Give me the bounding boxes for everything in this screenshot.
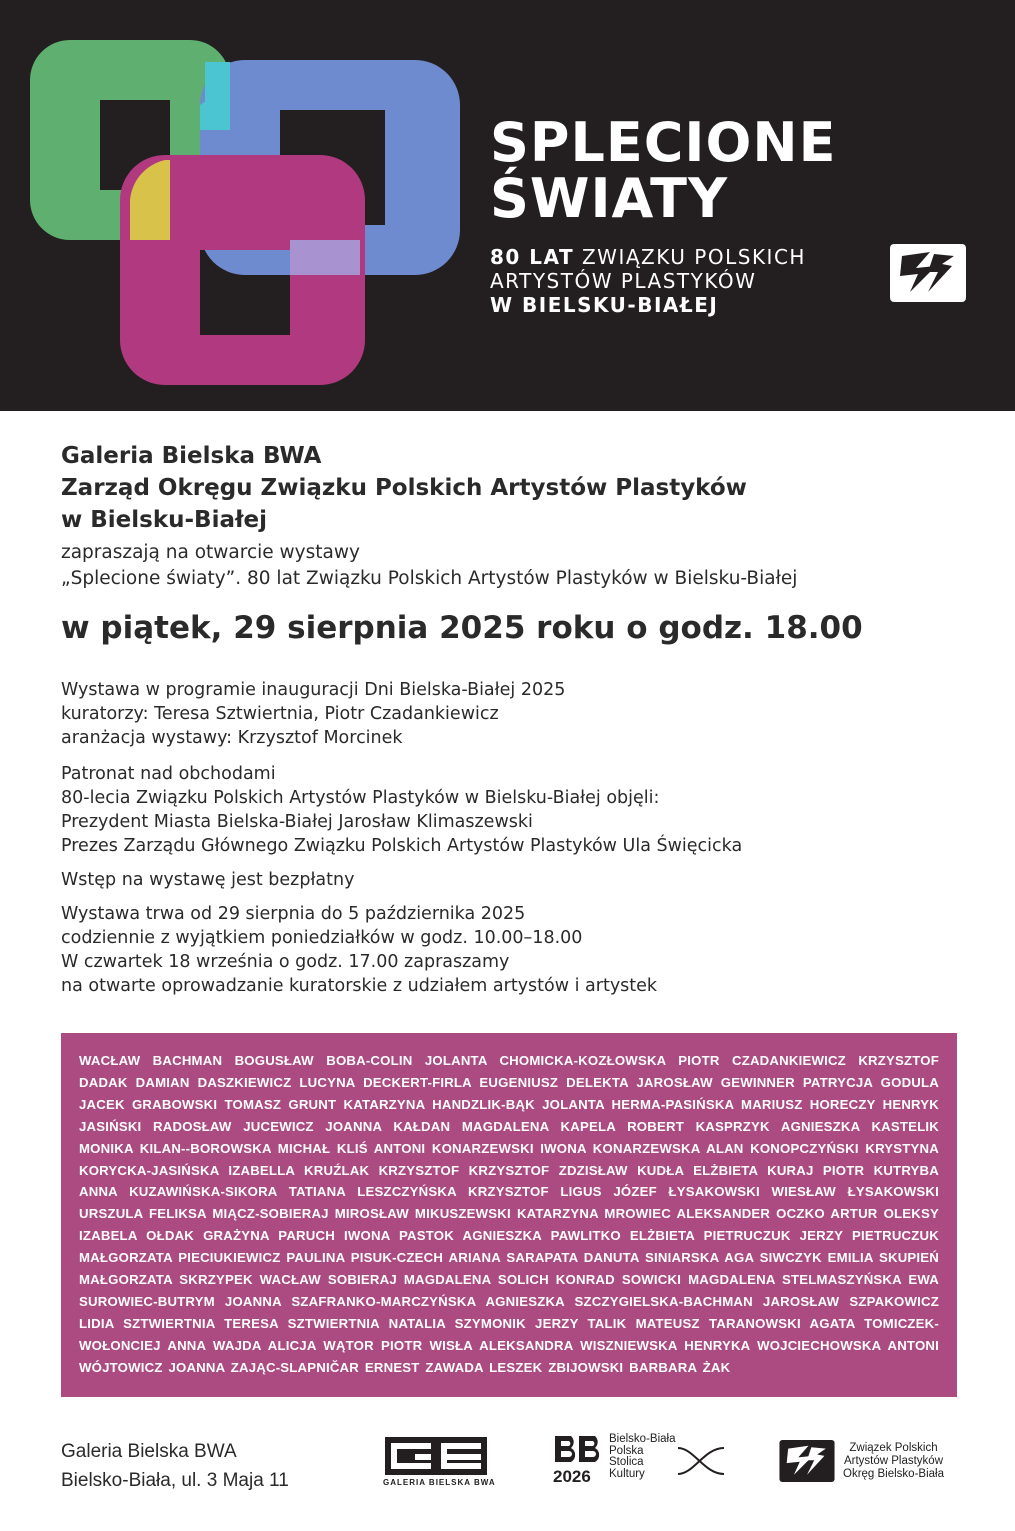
- zpap-line-3: Okręg Bielsko-Biała: [843, 1468, 944, 1480]
- title-line-2: ŚWIATY: [490, 167, 729, 230]
- bb-line-4: Kultury: [609, 1467, 645, 1480]
- invitation-line-1: zapraszają na otwarcie wystawy: [61, 542, 360, 563]
- bb-swoosh-icon: [676, 1440, 726, 1480]
- title-line-1: SPLECIONE: [490, 111, 837, 174]
- opening-date: w piątek, 29 sierpnia 2025 roku o godz. 18.00: [61, 610, 863, 646]
- subtitle: [490, 245, 836, 317]
- bb-year: 2026: [553, 1467, 591, 1486]
- zpap-logo-icon: [888, 242, 968, 304]
- organizer-line-2: Zarząd Okręgu Związku Polskich Artystów Plastyków: [61, 475, 747, 501]
- bb-line-2: Polska: [609, 1444, 644, 1457]
- patronage-line-1: Patronat nad obchodami: [61, 764, 276, 784]
- lavender-overlap: [290, 240, 360, 275]
- bb-2026-text: [609, 1434, 675, 1480]
- bb-line-1: Bielsko-Biała: [609, 1433, 676, 1445]
- duration-line-1: Wystawa trwa od 29 sierpnia do 5 października 2025: [61, 904, 526, 924]
- duration-info: [61, 902, 981, 998]
- duration-line-2: codziennie z wyjątkiem poniedziałków w godz. 10.00–18.00: [61, 928, 583, 948]
- invitation-content: [61, 440, 981, 998]
- program-info: [61, 678, 981, 750]
- patronage-line-2: 80-lecia Związku Polskich Artystów Plastyków w Bielsku-Białej objęli:: [61, 788, 660, 808]
- organizer-line-1: Galeria Bielska BWA: [61, 443, 322, 469]
- zpap-text: [843, 1442, 944, 1481]
- invitation-line-2: „Splecione światy”. 80 lat Związku Polskich Artystów Plastyków w Bielsku-Białej: [61, 568, 798, 589]
- address-line-1: Galeria Bielska BWA: [61, 1441, 237, 1462]
- subtitle-line-2: ARTYSTÓW PLASTYKÓW: [490, 269, 757, 293]
- admission-info: Wstęp na wystawę jest bezpłatny: [61, 870, 355, 890]
- duration-line-4: na otwarte oprowadzanie kuratorskie z udziałem artystów i artystek: [61, 976, 658, 996]
- program-line-2: kuratorzy: Teresa Sztwiertnia, Piotr Czadankiewicz: [61, 704, 499, 724]
- duration-line-3: W czwartek 18 września o godz. 17.00 zapraszamy: [61, 952, 510, 972]
- program-line-1: Wystawa w programie inauguracji Dni Bielska-Białej 2025: [61, 680, 566, 700]
- subtitle-bold: 80 LAT: [490, 245, 575, 269]
- artists-list: WACŁAW BACHMAN BOGUSŁAW BOBA-COLIN JOLANTA CHOMICKA-KOZŁOWSKA PIOTR CZADANKIEWICZ KRZYSZTOF DADAK DAMIAN DASZKIEWICZ LUCYNA DECKERT-FIRLA EUGENIUSZ DELEKTA JAROSŁAW GEWINNER PATRYCJA GODULA JACEK GRABOWSKI TOMASZ GRUNT KATARZYNA HANDZLIK-BĄK JOLANTA HERMA-PASIŃSKA MARIUSZ HORECZY HENRYK JASIŃSKI RADOSŁAW JUCEWICZ JOANNA KAŁDAN MAGDALENA KAPELA ROBERT KASPRZYK AGNIESZKA KASTELIK MONIKA KILAN--BOROWSKA MICHAŁ KLIŚ ANTONI KONARZEWSKI IWONA KONARZEWSKA ALAN KONOPCZYŃSKI KRYSTYNA KORYCKA-JASIŃSKA IZABELLA KRUŹLAK KRZYSZTOF KRZYSZTOF ZDZISŁAW KUDŁA ELŻBIETA KURAJ PIOTR KUTRYBA ANNA KUZAWIŃSKA-SIKORA TATIANA LESZCZYŃSKA KRZYSZTOF LIGUS JÓZEF ŁYSAKOWSKI WIESŁAW ŁYSAKOWSKI URSZULA FELIKSA MIĄCZ-SOBIERAJ MIROSŁAW MIKUSZEWSKI KATARZYNA MROWIEC ALEKSANDER OCZKO ARTUR OLEKSY IZABELA OŁDAK GRAŻYNA PARUCH IWONA PASTOK AGNIESZKA PAWLITKO ELŻBIETA PIETRUCZUK JERZY PIETRUCZUK MAŁGORZATA PIECIUKIEWICZ PAULINA PISUK-CZECH ARIANA SARAPATA DANUTA SINIARSKA AGA SIWCZYK EMILIA SKUPIEŃ MAŁGORZATA SKRZYPEK WACŁAW SOBIERAJ MAGDALENA SOLICH KONRAD SOWICKI MAGDALENA STELMASZYŃSKA EWA SUROWIEC-BUTRYM JOANNA SZAFRANKO-MARCZYŃSKA AGNIESZKA SZCZYGIELSKA-BACHMAN JAROSŁAW SZPAKOWICZ LIDIA SZTWIERTNIA TERESA SZTWIERTNIA NATALIA SZYMONIK JERZY TALIK MATEUSZ TARANOWSKI AGATA TOMICZEK-WOŁONCIEJ ANNA WAJDA ALICJA WĄTOR PIOTR WISŁA ALEKSANDRA WISZNIEWSKA HENRYKA WOJCIECHOWSKA ANTONI WÓJTOWICZ JOANNA ZAJĄC-SLAPNIČAR ERNEST ZAWADA LESZEK ZBIJOWSKI BARBARA ŻAK: [79, 1053, 939, 1375]
- organizer-line-3: w Bielsku-Białej: [61, 507, 268, 533]
- footer-address: [61, 1437, 289, 1495]
- patronage-line-3: Prezydent Miasta Bielska-Białej Jarosław Klimaszewski: [61, 812, 533, 832]
- bb-2026-logo-icon: [553, 1434, 605, 1486]
- cyan-overlap-area: [205, 62, 230, 130]
- subtitle-line-3: W BIELSKU-BIAŁEJ: [490, 293, 719, 317]
- organizers: [61, 440, 981, 536]
- zpap-line-1: Związek Polskich: [849, 1442, 938, 1454]
- artists-panel: [61, 1033, 957, 1397]
- patronage-line-4: Prezes Zarządu Głównego Związku Polskich Artystów Plastyków Ula Święcicka: [61, 836, 743, 856]
- zpap-small-logo-icon: [778, 1437, 836, 1485]
- invitation-text: [61, 540, 981, 592]
- bb-line-3: Stolica: [609, 1456, 644, 1468]
- program-line-3: aranżacja wystawy: Krzysztof Morcinek: [61, 728, 403, 748]
- patronage-info: [61, 762, 981, 858]
- zpap-line-2: Artystów Plastyków: [843, 1455, 944, 1467]
- galeria-bielska-logo-icon: [385, 1437, 487, 1475]
- interlocking-squares-logo: [30, 40, 470, 390]
- galeria-bielska-caption: GALERIA BIELSKA BWA: [383, 1478, 496, 1487]
- subtitle-rest: ZWIĄZKU POLSKICH: [574, 245, 806, 269]
- poster-header: [0, 0, 1015, 411]
- title-block: [490, 111, 837, 317]
- address-line-2: Bielsko-Biała, ul. 3 Maja 11: [61, 1470, 289, 1491]
